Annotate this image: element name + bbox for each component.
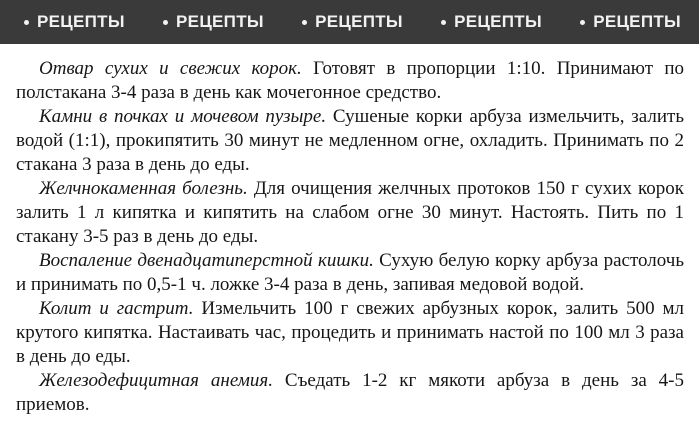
recipe-paragraph — [16, 57, 684, 105]
bullet-icon — [163, 20, 168, 25]
banner-item — [24, 12, 125, 32]
banner-label: РЕЦЕПТЫ — [176, 12, 264, 31]
recipe-paragraph — [16, 249, 684, 297]
banner-label: РЕЦЕПТЫ — [37, 12, 125, 31]
recipe-title: Железодефицитная анемия. — [39, 370, 273, 391]
recipe-title: Колит и гастрит. — [39, 298, 194, 319]
recipe-paragraph — [16, 177, 684, 249]
recipe-title: Отвар сухих и свежих корок. — [39, 58, 302, 79]
banner-item — [302, 12, 403, 32]
recipe-title: Воспаление двенадцатиперстной кишки. — [39, 250, 374, 271]
recipe-text: Измельчить 100 г свежих арбузных корок, залить 500 мл крутого кипятка. Настаивать час, процедить и принимать настой по 100 мл 3 раза в день до еды. — [16, 298, 684, 367]
bullet-icon — [302, 20, 307, 25]
banner-label: РЕЦЕПТЫ — [454, 12, 542, 31]
recipe-paragraph — [16, 297, 684, 369]
bullet-icon — [580, 20, 585, 25]
bullet-icon — [24, 20, 29, 25]
banner-label: РЕЦЕПТЫ — [593, 12, 681, 31]
bullet-icon — [441, 20, 446, 25]
recipe-paragraph — [16, 105, 684, 177]
recipe-title: Желчнокаменная болезнь. — [39, 178, 248, 199]
banner-item — [163, 12, 264, 32]
recipe-text: Для очищения желчных протоков 150 г сухих корок залить 1 л кипятка и кипятить на слабом огне 30 минут. Настоять. Пить по 1 стакану 3-5 раз в день до еды. — [16, 178, 684, 247]
recipe-text: Готовят в пропорции 1:10. Принимают по полстакана 3-4 раза в день как мочегонное средство. — [16, 58, 685, 103]
recipe-text: Сухую белую корку арбуза растолочь и принимать по 0,5-1 ч. ложке 3-4 раза в день, запивая медовой водой. — [16, 250, 684, 295]
recipe-text: Съедать 1-2 кг мякоти арбуза в день за 4-5 приемов. — [16, 370, 684, 415]
section-banner — [0, 0, 699, 44]
banner-item — [441, 12, 542, 32]
recipe-title: Камни в почках и мочевом пузыре. — [39, 106, 327, 127]
recipe-text: Сушеные корки арбуза измельчить, залить водой (1:1), прокипятить 30 минут не медленном огне, охладить. Принимать по 2 стакана 3 раза в день до еды. — [16, 106, 685, 175]
banner-label: РЕЦЕПТЫ — [315, 12, 403, 31]
recipes-body — [16, 57, 684, 417]
banner-item — [580, 12, 681, 32]
recipe-paragraph — [16, 369, 684, 417]
